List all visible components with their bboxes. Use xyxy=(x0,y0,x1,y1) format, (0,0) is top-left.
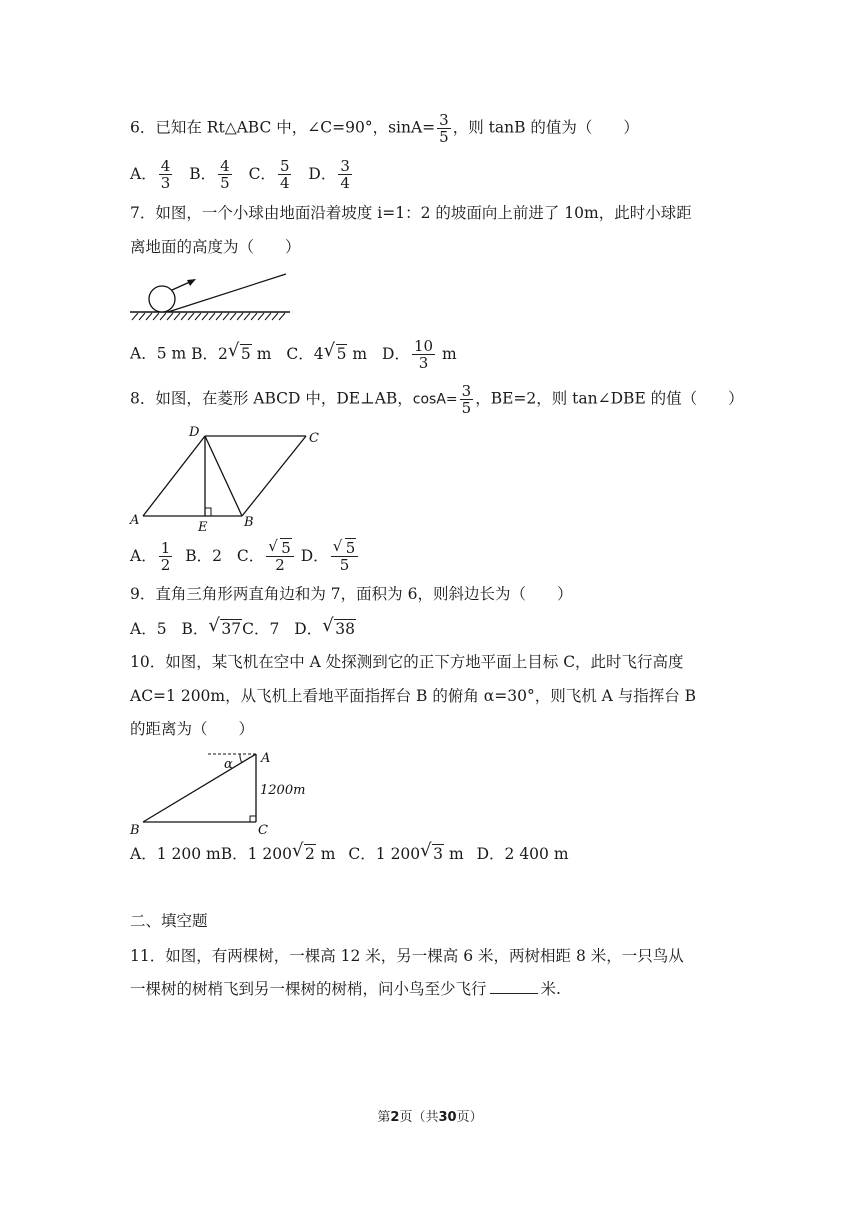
question-10-options xyxy=(130,843,569,865)
fraction: $\frac{3}{5}$ xyxy=(439,111,449,146)
label-height: 1200m xyxy=(260,783,306,798)
option-b[interactable]: B．√ 37 xyxy=(182,620,243,638)
edge-ad xyxy=(143,436,205,516)
option-b[interactable]: B．2√ 5 m xyxy=(191,345,271,363)
question-8-stem: 8．如图，在菱形 ABCD 中，DE⊥AB，cosA= $\frac{3}{5}$ ，BE=2，则 tan∠DBE 的值（ ） xyxy=(130,382,744,417)
question-11-line-1: 11．如图，有两棵树，一棵高 12 米，另一棵高 6 米，两树相距 8 米，一只鸟从 xyxy=(130,947,684,965)
option-a[interactable]: A．1 200 m xyxy=(130,845,221,863)
question-9-stem: 9．直角三角形两直角边和为 7，面积为 6，则斜边长为（ ） xyxy=(130,585,573,603)
segment-db xyxy=(205,436,242,516)
label-d: D xyxy=(189,425,200,440)
slope-ball-figure xyxy=(128,268,293,326)
option-a[interactable]: A． $\frac{4}{3}$ xyxy=(130,157,171,192)
option-a[interactable]: A．5 xyxy=(130,620,167,638)
page-total: 30 xyxy=(438,1110,457,1125)
question-9-options xyxy=(130,618,356,640)
option-b[interactable]: B． $\frac{4}{5}$ xyxy=(189,157,230,192)
question-6-options xyxy=(130,158,354,191)
option-a[interactable]: A． $\frac{1}{2}$ xyxy=(130,539,171,574)
option-d[interactable]: D． √ $\frac{5}{5}$ xyxy=(301,547,360,565)
question-7-options xyxy=(130,338,457,371)
label-a: A xyxy=(261,751,271,766)
slope-line xyxy=(168,274,286,312)
question-6-stem: 6．已知在 Rt△ABC 中，∠C=90°，sinA= $\frac{3}{5}$ ，则 tanB 的值为（ ） xyxy=(130,111,639,146)
option-b[interactable]: B．1 200√ 2 m xyxy=(221,845,336,863)
question-7-line-1: 7．如图，一个小球由地面沿着坡度 i=1：2 的坡面向上前进了 10m，此时小球距 xyxy=(130,204,692,222)
question-10-line-3: 的距离为（ ） xyxy=(130,720,255,738)
option-a[interactable]: A．5 m xyxy=(130,344,187,363)
angle-arc xyxy=(240,754,242,763)
label-alpha: α xyxy=(224,757,233,772)
option-d[interactable]: D． $\frac{10}{3}$ m xyxy=(382,337,457,372)
option-c[interactable]: C． √ $\frac{5}{2}$ xyxy=(237,547,296,565)
option-c[interactable]: C．7 xyxy=(242,620,280,638)
answer-blank[interactable] xyxy=(490,993,538,994)
question-10-line-2: AC=1 200m，从飞机上看地平面指挥台 B 的俯角 α=30°，则飞机 A 与指挥台 B xyxy=(130,687,697,705)
label-a: A xyxy=(130,513,140,528)
option-c[interactable]: C． $\frac{5}{4}$ xyxy=(248,157,290,192)
page-footer: 第2页（共30页） xyxy=(377,1110,483,1125)
label-c: C xyxy=(258,823,268,838)
arrow-head xyxy=(187,279,196,286)
label-e: E xyxy=(198,520,208,534)
section-title: 二、填空题 xyxy=(130,912,208,930)
ball xyxy=(149,286,175,312)
airplane-triangle-figure xyxy=(128,746,318,838)
option-c[interactable]: C．4√ 5 m xyxy=(286,345,367,363)
question-8-options xyxy=(130,540,360,573)
page-number: 2 xyxy=(390,1110,400,1125)
edge-cb xyxy=(242,436,306,516)
right-angle-mark xyxy=(250,816,256,822)
option-b[interactable]: B．2 xyxy=(185,546,222,565)
label-c: C xyxy=(309,431,319,446)
label-b: B xyxy=(130,823,140,838)
option-d[interactable]: D．√ 38 xyxy=(294,620,356,638)
segment-ab xyxy=(143,754,256,822)
question-11-line-2: 一棵树的树梢飞到另一棵树的树梢，问小鸟至少飞行 米. xyxy=(130,980,561,998)
label-b: B xyxy=(244,515,254,530)
right-angle-mark xyxy=(205,508,211,516)
question-10-line-1: 10．如图，某飞机在空中 A 处探测到它的正下方地平面上目标 C，此时飞行高度 xyxy=(130,653,684,671)
rhombus-figure xyxy=(128,424,328,534)
option-d[interactable]: D． $\frac{3}{4}$ xyxy=(308,157,350,192)
question-7-line-2: 离地面的高度为（ ） xyxy=(130,238,301,256)
option-c[interactable]: C．1 200√ 3 m xyxy=(348,845,463,863)
option-d[interactable]: D．2 400 m xyxy=(476,845,569,863)
